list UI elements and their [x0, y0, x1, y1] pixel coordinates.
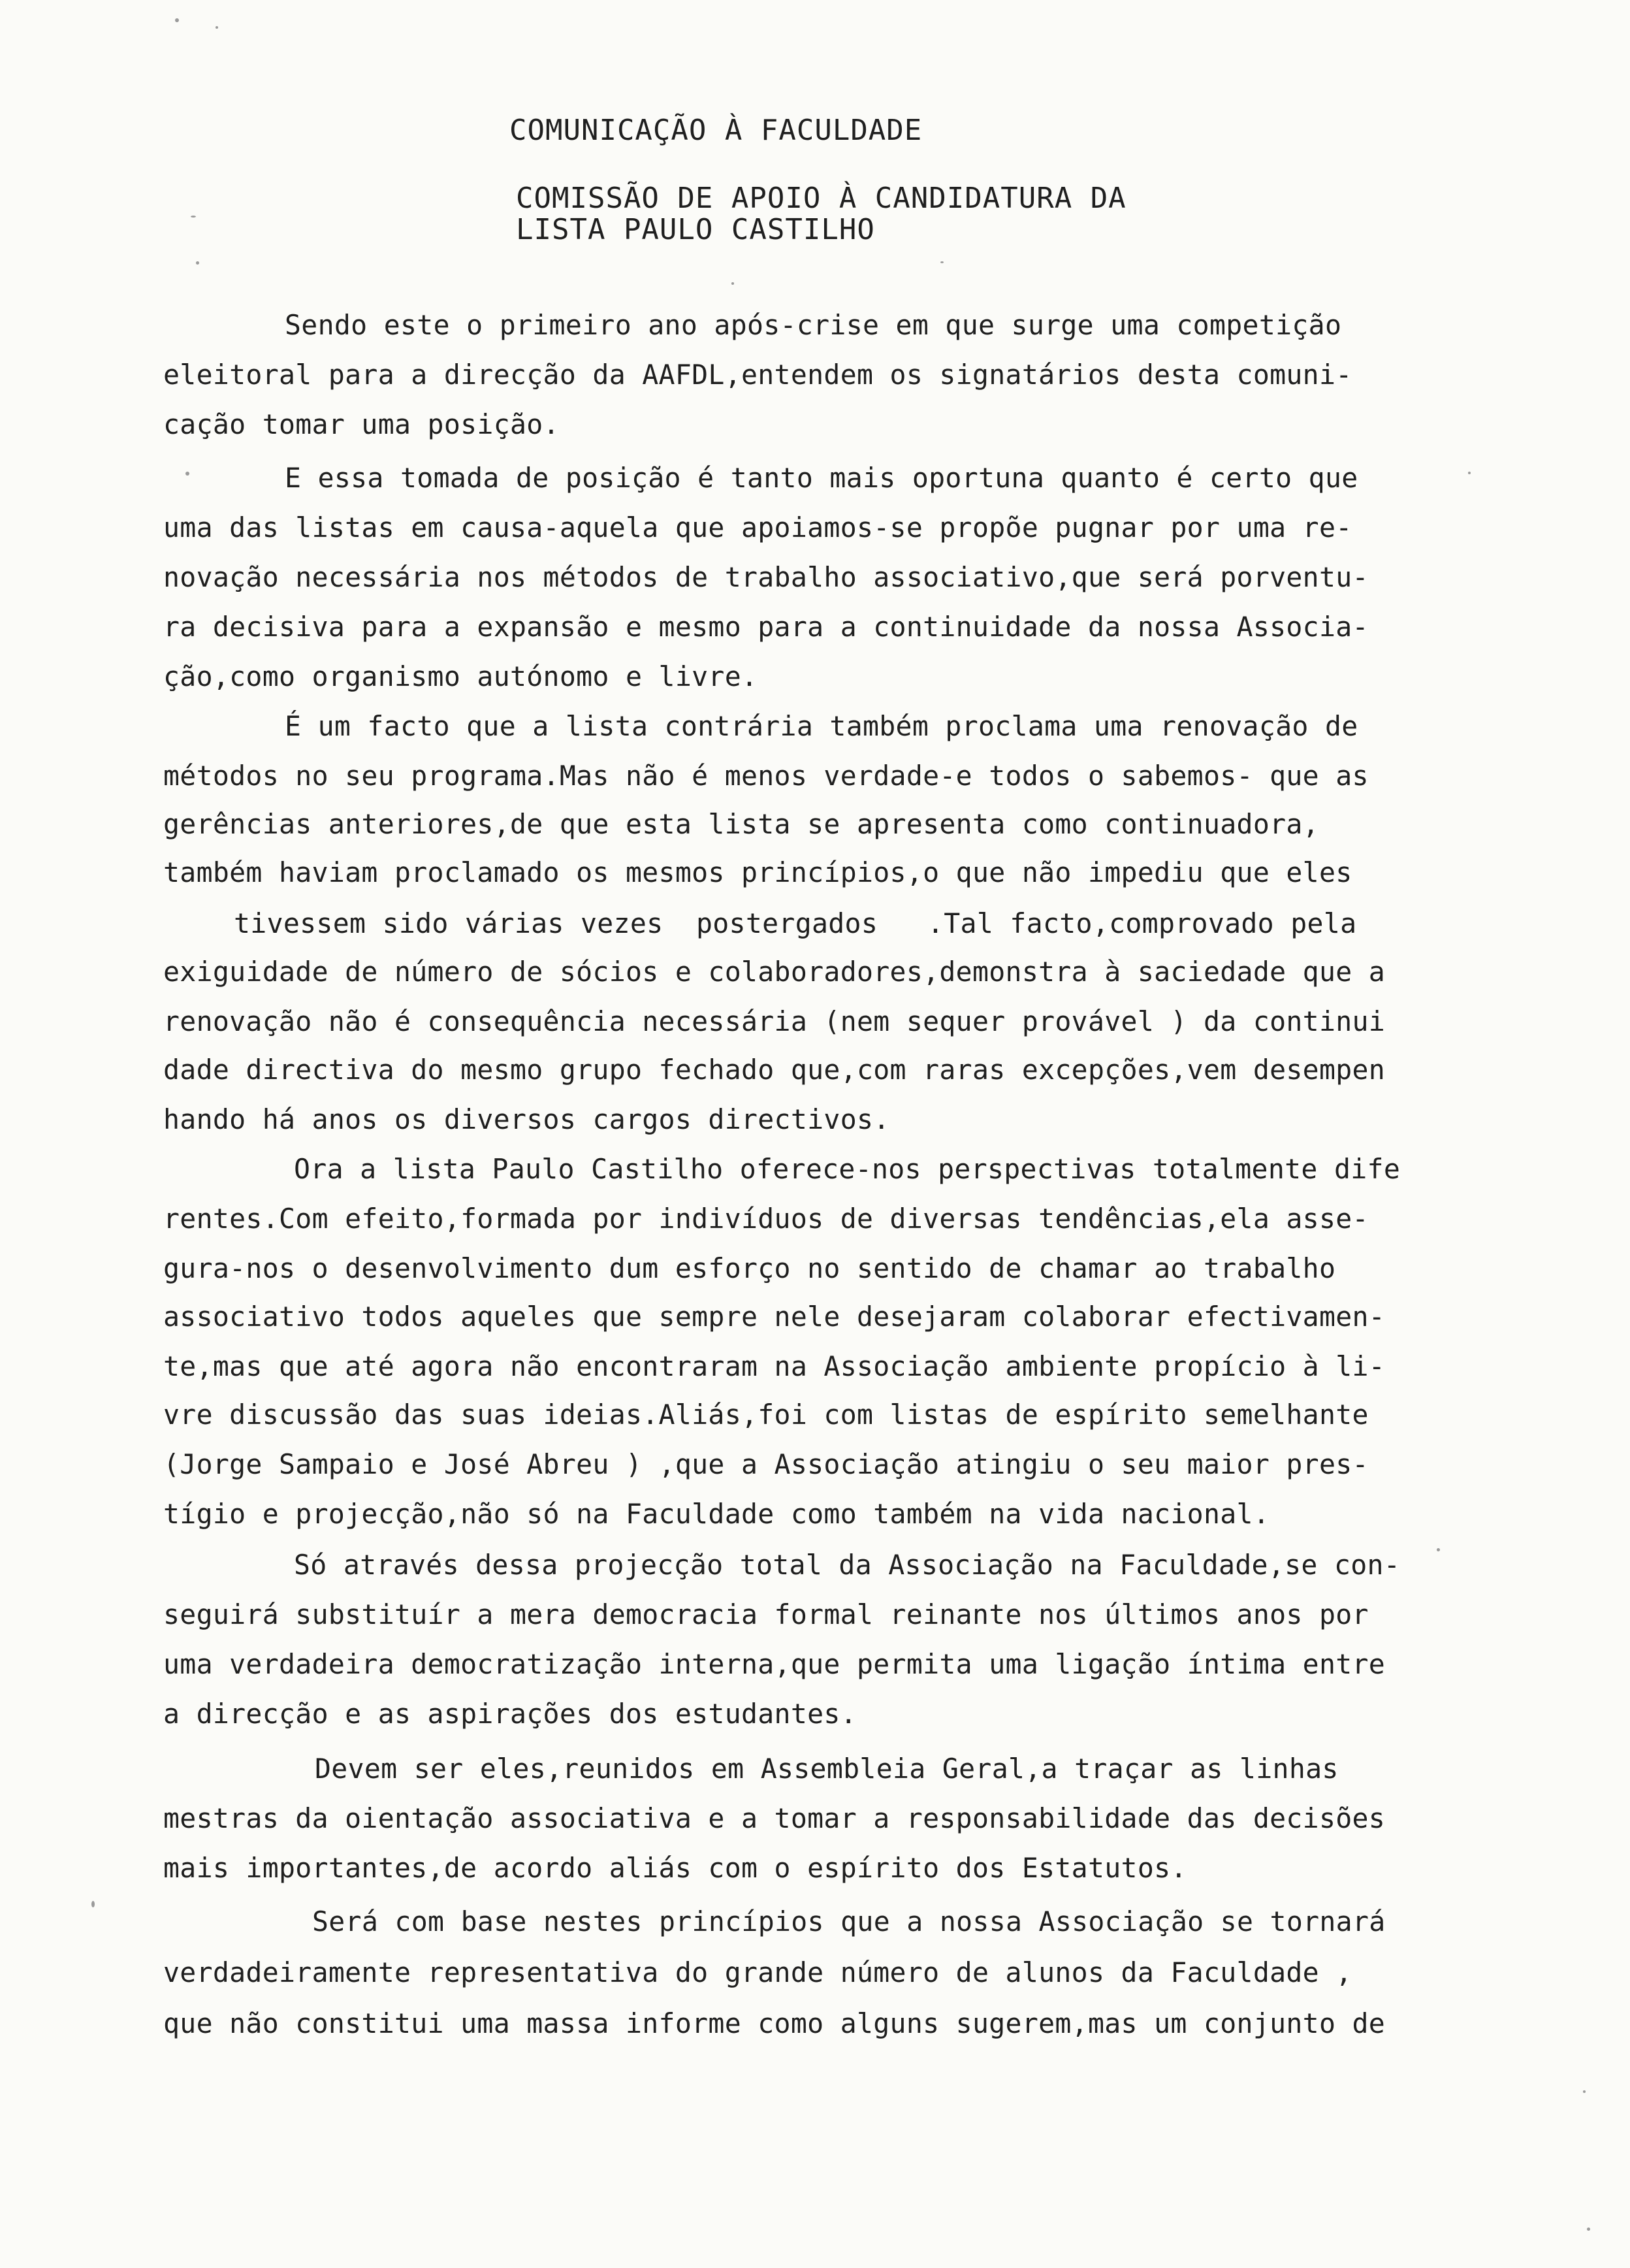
- body-line: exiguidade de número de sócios e colaboradores,demonstra à saciedade que a: [163, 956, 1386, 988]
- body-line: eleitoral para a direcção da AAFDL,entendem os signatários desta comuni-: [163, 359, 1352, 391]
- document-title: COMUNICAÇÃO À FACULDADE: [509, 114, 923, 147]
- body-line: renovação não é consequência necessária (nem sequer provável ) da continui: [163, 1005, 1386, 1037]
- body-line: vre discussão das suas ideias.Aliás,foi com listas de espírito semelhante: [163, 1399, 1369, 1431]
- scan-speck: [185, 472, 189, 476]
- body-line: te,mas que até agora não encontraram na Associação ambiente propício à li-: [163, 1350, 1386, 1382]
- scan-speck: [216, 26, 218, 29]
- body-line: associativo todos aqueles que sempre nele desejaram colaborar efectivamen-: [163, 1301, 1386, 1333]
- scan-speck: [940, 261, 944, 263]
- body-line: seguirá substituír a mera democracia formal reinante nos últimos anos por: [163, 1598, 1369, 1630]
- body-line: ção,como organismo autónomo e livre.: [163, 660, 758, 692]
- body-line: Devem ser eles,reunidos em Assembleia Geral,a traçar as linhas: [315, 1753, 1339, 1785]
- scan-speck: [175, 18, 179, 22]
- scan-speck: [731, 282, 734, 285]
- scan-speck: [91, 1901, 95, 1907]
- body-line: cação tomar uma posição.: [163, 408, 560, 440]
- body-line: Ora a lista Paulo Castilho oferece-nos perspectivas totalmente dife: [294, 1153, 1401, 1185]
- body-line: uma das listas em causa-aquela que apoiamos-se propõe pugnar por uma re-: [163, 511, 1352, 543]
- body-line: a direcção e as aspirações dos estudantes.: [163, 1698, 857, 1730]
- body-line: novação necessária nos métodos de trabalho associativo,que será porventu-: [163, 561, 1369, 593]
- scan-speck: [1587, 2228, 1590, 2231]
- body-line: Sendo este o primeiro ano após-crise em que surge uma competição: [285, 309, 1342, 341]
- body-line: que não constitui uma massa informe como alguns sugerem,mas um conjunto de: [163, 2007, 1386, 2039]
- body-line: gerências anteriores,de que esta lista se apresenta como continuadora,: [163, 808, 1319, 840]
- body-line: gura-nos o desenvolvimento dum esforço no sentido de chamar ao trabalho: [163, 1252, 1336, 1284]
- subtitle-line-1: COMISSÃO DE APOIO À CANDIDATURA DA: [516, 182, 1127, 215]
- body-line: Será com base nestes princípios que a nossa Associação se tornará: [312, 1905, 1386, 1937]
- body-line: uma verdadeira democratização interna,que permita uma ligação íntima entre: [163, 1648, 1386, 1680]
- scan-speck: [1583, 2090, 1586, 2093]
- body-line: hando há anos os diversos cargos directivos.: [163, 1103, 890, 1135]
- body-line: mestras da oientação associativa e a tomar a responsabilidade das decisões: [163, 1802, 1386, 1834]
- body-line: Só através dessa projecção total da Associação na Faculdade,se con-: [294, 1549, 1401, 1581]
- body-line: É um facto que a lista contrária também proclama uma renovação de: [285, 710, 1358, 742]
- body-line: ra decisiva para a expansão e mesmo para a continuidade da nossa Associa-: [163, 611, 1369, 643]
- scan-speck: [1437, 1548, 1440, 1551]
- body-line: dade directiva do mesmo grupo fechado que,com raras excepções,vem desempen: [163, 1054, 1386, 1086]
- scan-speck: [191, 216, 196, 218]
- body-line: E essa tomada de posição é tanto mais oportuna quanto é certo que: [285, 462, 1358, 494]
- scan-speck: [1468, 472, 1471, 474]
- body-line: verdadeiramente representativa do grande número de alunos da Faculdade ,: [163, 1956, 1352, 1988]
- body-line: tígio e projecção,não só na Faculdade como também na vida nacional.: [163, 1498, 1270, 1530]
- subtitle-line-2: LISTA PAULO CASTILHO: [516, 213, 875, 246]
- body-line: (Jorge Sampaio e José Abreu ) ,que a Associação atingiu o seu maior pres-: [163, 1448, 1369, 1480]
- body-line: também haviam proclamado os mesmos princípios,o que não impediu que eles: [163, 856, 1352, 888]
- body-line: mais importantes,de acordo aliás com o espírito dos Estatutos.: [163, 1852, 1187, 1884]
- scan-speck: [196, 261, 199, 265]
- body-line: tivessem sido várias vezes postergados .Tal facto,comprovado pela: [234, 907, 1357, 939]
- body-line: métodos no seu programa.Mas não é menos verdade-e todos o sabemos- que as: [163, 760, 1369, 792]
- body-line: rentes.Com efeito,formada por indivíduos de diversas tendências,ela asse-: [163, 1203, 1369, 1235]
